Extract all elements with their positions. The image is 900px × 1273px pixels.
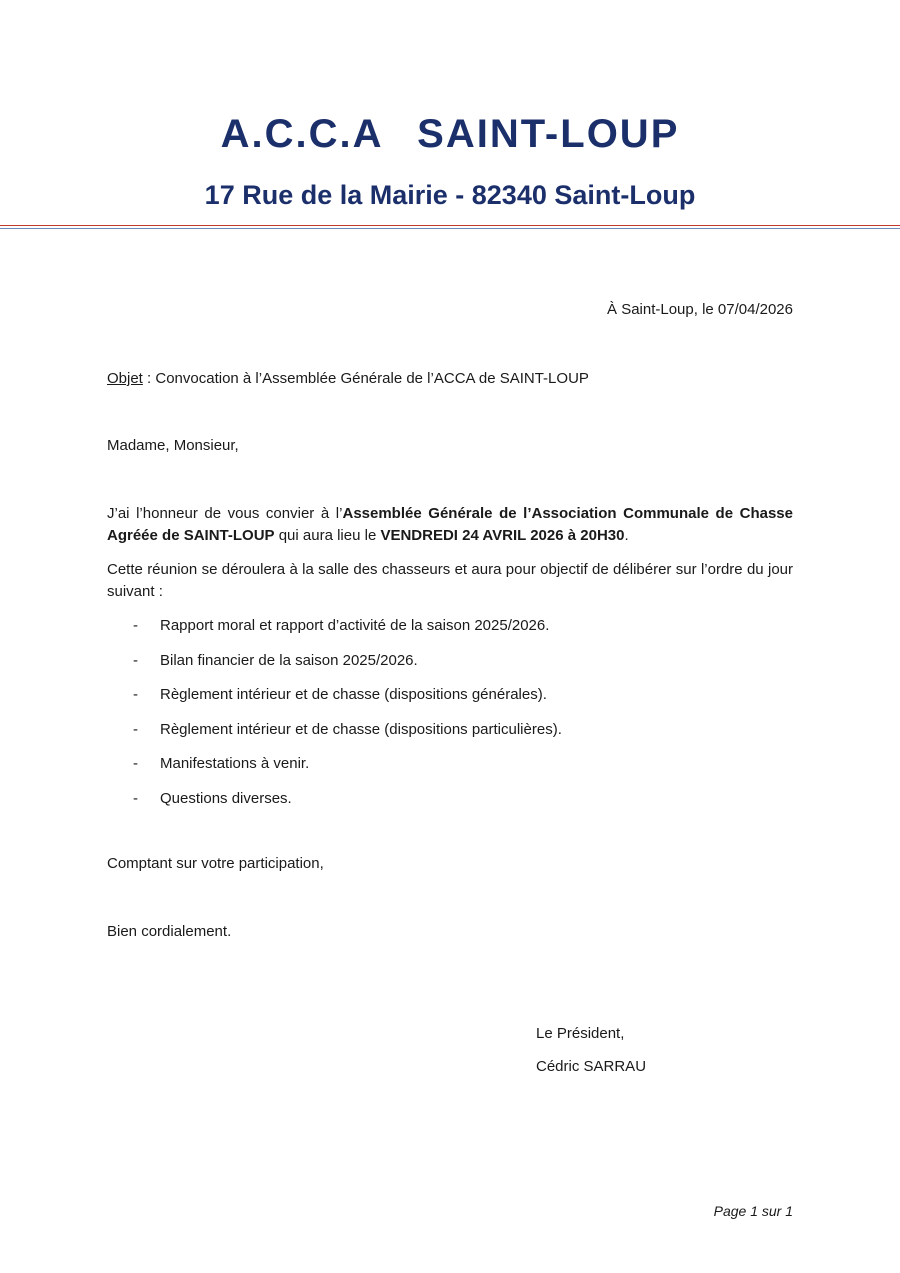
agenda-bullet: - [133,720,138,738]
invitation-paragraph [107,503,793,547]
subject-label: Objet [107,370,143,387]
agenda-item-text: Rapport moral et rapport d’activité de la saison 2025/2026. [160,617,550,634]
agenda-item-text: Règlement intérieur et de chasse (dispositions générales). [160,686,547,703]
agenda-bullet: - [133,617,138,634]
agenda-item-text: Règlement intérieur et de chasse (dispositions particulières). [160,720,562,738]
org-name: A.C.C.A SAINT-LOUP [220,112,680,156]
subject-line [107,368,589,390]
closing-regards: Bien cordialement. [107,923,232,940]
agenda-bullet: - [133,686,138,703]
agenda-list [107,615,562,822]
salutation: Madame, Monsieur, [107,437,239,454]
agenda-item [107,719,562,754]
header-divider-red [0,225,900,226]
date-line: À Saint-Loup, le 07/04/2026 [607,301,793,318]
agenda-item-text: Questions diverses. [160,789,292,807]
header-divider-blue [0,228,900,229]
agenda-item-text: Manifestations à venir. [160,755,310,772]
agenda-item-text: Bilan financier de la saison 2025/2026. [160,651,418,669]
agenda-item [107,615,562,650]
agenda-bullet: - [133,651,138,669]
invitation-text-1: J’ai l’honneur de vous convier à l’ [107,505,343,522]
agenda-item [107,684,562,719]
invitation-text-3: . [624,527,629,544]
signature-title: Le Président, [536,1025,625,1042]
closing-participation: Comptant sur votre participation, [107,855,324,872]
agenda-item [107,753,562,788]
org-address: 17 Rue de la Mairie - 82340 Saint-Loup [204,180,696,210]
agenda-intro: Cette réunion se déroulera à la salle des chasseurs et aura pour objectif de délibérer sur l’ordre du jour suivant : [107,561,793,600]
page-number: Page 1 sur 1 [713,1203,793,1219]
agenda-item [107,650,562,685]
agenda-bullet: - [133,789,138,807]
agenda-bullet: - [133,755,138,772]
subject-text: : Convocation à l’Assemblée Générale de l’ACCA de SAINT-LOUP [142,370,589,387]
signature-name: Cédric SARRAU [536,1058,647,1075]
agenda-item [107,788,562,823]
invitation-text-2: qui aura lieu le [274,527,381,544]
assembly-name: Assemblée Générale de l’Association Communale de Chasse Agréée de SAINT-LOUP [107,505,793,544]
meeting-datetime: VENDREDI 24 AVRIL 2026 à 20H30 [380,527,625,544]
